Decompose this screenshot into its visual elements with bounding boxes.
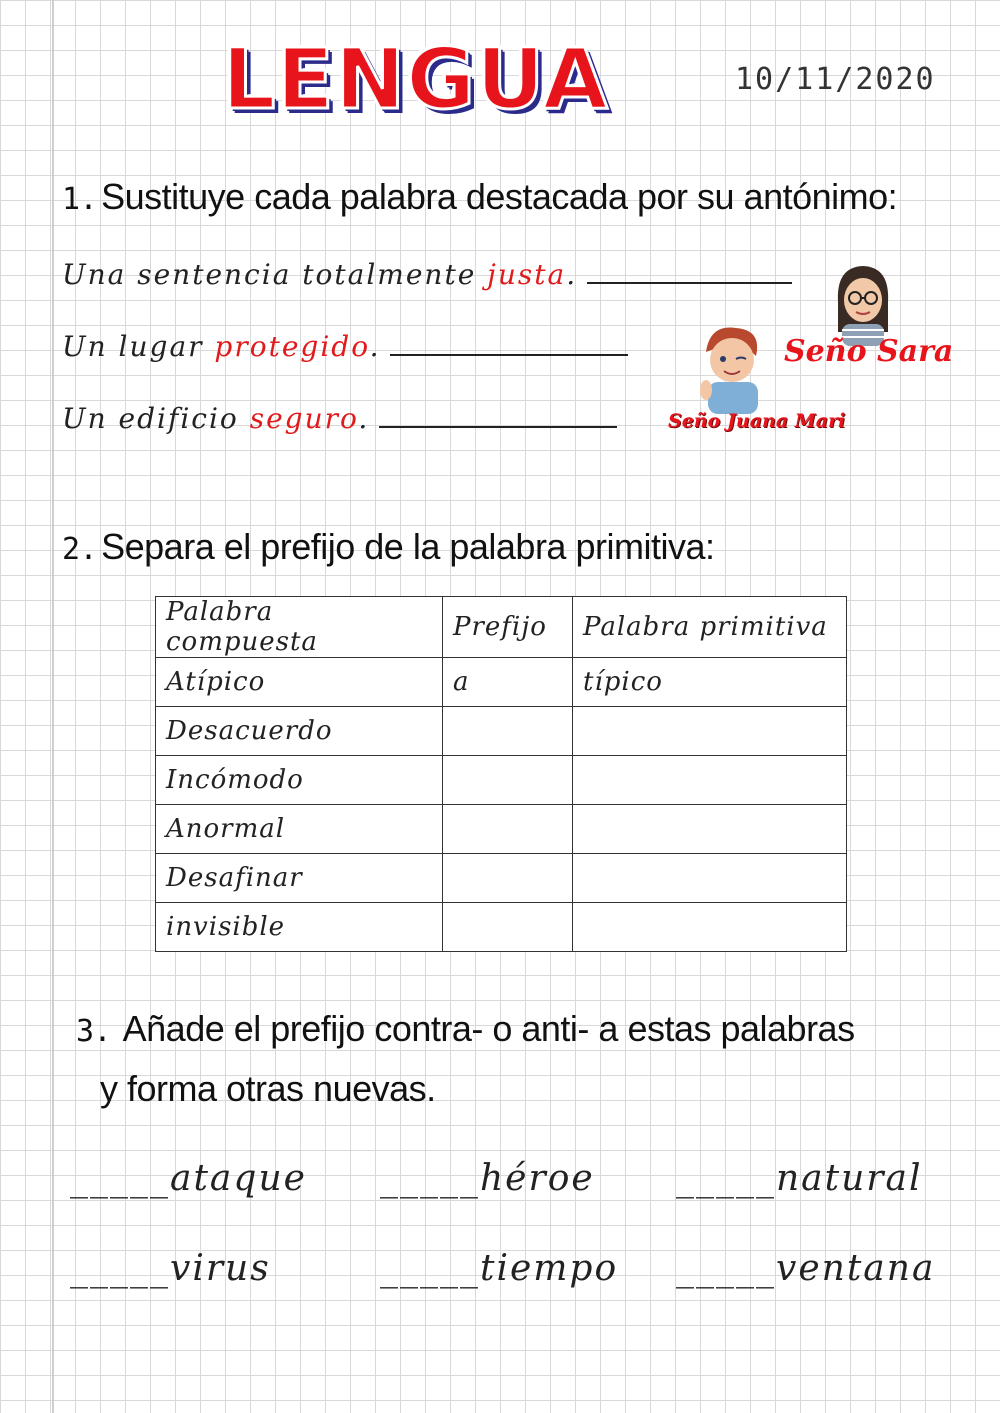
table-cell-prefix[interactable] — [443, 903, 573, 952]
table-row — [156, 854, 847, 903]
exercise-3-instruction-line-2: y forma otras nuevas. — [100, 1068, 436, 1109]
table-cell-root[interactable] — [573, 756, 847, 805]
table-cell-word: invisible — [156, 903, 443, 952]
table-row — [156, 658, 847, 707]
table-cell-word: Desafinar — [156, 854, 443, 903]
prefix-word-item[interactable]: _____héroe — [380, 1158, 595, 1199]
answer-blank[interactable] — [390, 332, 628, 356]
exercise-1-item — [62, 258, 792, 291]
table-cell-prefix[interactable]: a — [443, 658, 573, 707]
table-cell-word: Anormal — [156, 805, 443, 854]
table-row — [156, 903, 847, 952]
prefix-word-item[interactable]: _____natural — [676, 1158, 923, 1199]
prefix-word-item[interactable]: _____virus — [70, 1248, 271, 1289]
table-row — [156, 756, 847, 805]
table-cell-prefix[interactable] — [443, 854, 573, 903]
prefix-table — [155, 596, 847, 952]
table-header: Prefijo — [443, 597, 573, 658]
exercise-1-instruction: Sustituye cada palabra destacada por su antónimo: — [101, 176, 898, 217]
exercise-1-item — [62, 330, 628, 363]
notebook-margin-line — [52, 0, 54, 1413]
table-cell-word: Desacuerdo — [156, 707, 443, 756]
prefix-word-item[interactable]: _____tiempo — [380, 1248, 619, 1289]
table-row — [156, 707, 847, 756]
answer-blank[interactable] — [587, 260, 792, 284]
exercise-2-number: 2. — [62, 532, 98, 567]
table-header: Palabra primitiva — [573, 597, 847, 658]
page-title: LENGUA — [222, 30, 609, 128]
table-header: Palabra compuesta — [156, 597, 443, 658]
exercise-1-number: 1. — [62, 182, 98, 217]
item-text: Un lugar — [62, 330, 215, 363]
item-text: Una sentencia totalmente — [62, 258, 488, 291]
teacher-avatar-male — [692, 322, 772, 412]
table-header-row — [156, 597, 847, 658]
exercise-3-instruction-line-1: Añade el prefijo contra- o anti- a estas palabras — [122, 1008, 855, 1049]
item-punctuation: . — [358, 402, 370, 435]
prefix-word-item[interactable]: _____ventana — [676, 1248, 936, 1289]
table-cell-root[interactable] — [573, 854, 847, 903]
highlighted-word: protegido — [214, 330, 370, 363]
exercise-1-heading — [62, 176, 897, 218]
teacher-name-juana-mari: Seño Juana Mari — [668, 410, 846, 432]
exercise-2-heading — [62, 526, 714, 568]
table-cell-prefix[interactable] — [443, 707, 573, 756]
table-cell-root[interactable]: típico — [573, 658, 847, 707]
table-row — [156, 805, 847, 854]
exercise-1-item — [62, 402, 617, 435]
exercise-3-number: 3. — [76, 1014, 112, 1049]
exercise-3-heading — [76, 1008, 855, 1050]
table-cell-prefix[interactable] — [443, 756, 573, 805]
teacher-avatar-female — [828, 262, 898, 332]
prefix-word-item[interactable]: _____ataque — [70, 1158, 307, 1199]
exercise-2-instruction: Separa el prefijo de la palabra primitiva: — [101, 526, 715, 567]
item-punctuation: . — [369, 330, 381, 363]
item-punctuation: . — [566, 258, 578, 291]
date-label: 10/11/2020 — [735, 62, 936, 97]
table-cell-root[interactable] — [573, 903, 847, 952]
table-cell-root[interactable] — [573, 805, 847, 854]
highlighted-word: seguro — [249, 402, 359, 435]
answer-blank[interactable] — [379, 404, 617, 428]
table-cell-word: Atípico — [156, 658, 443, 707]
item-text: Un edificio — [62, 402, 250, 435]
table-cell-word: Incómodo — [156, 756, 443, 805]
table-cell-root[interactable] — [573, 707, 847, 756]
highlighted-word: justa — [487, 258, 567, 291]
table-cell-prefix[interactable] — [443, 805, 573, 854]
teacher-name-sara: Seño Sara — [784, 334, 954, 369]
